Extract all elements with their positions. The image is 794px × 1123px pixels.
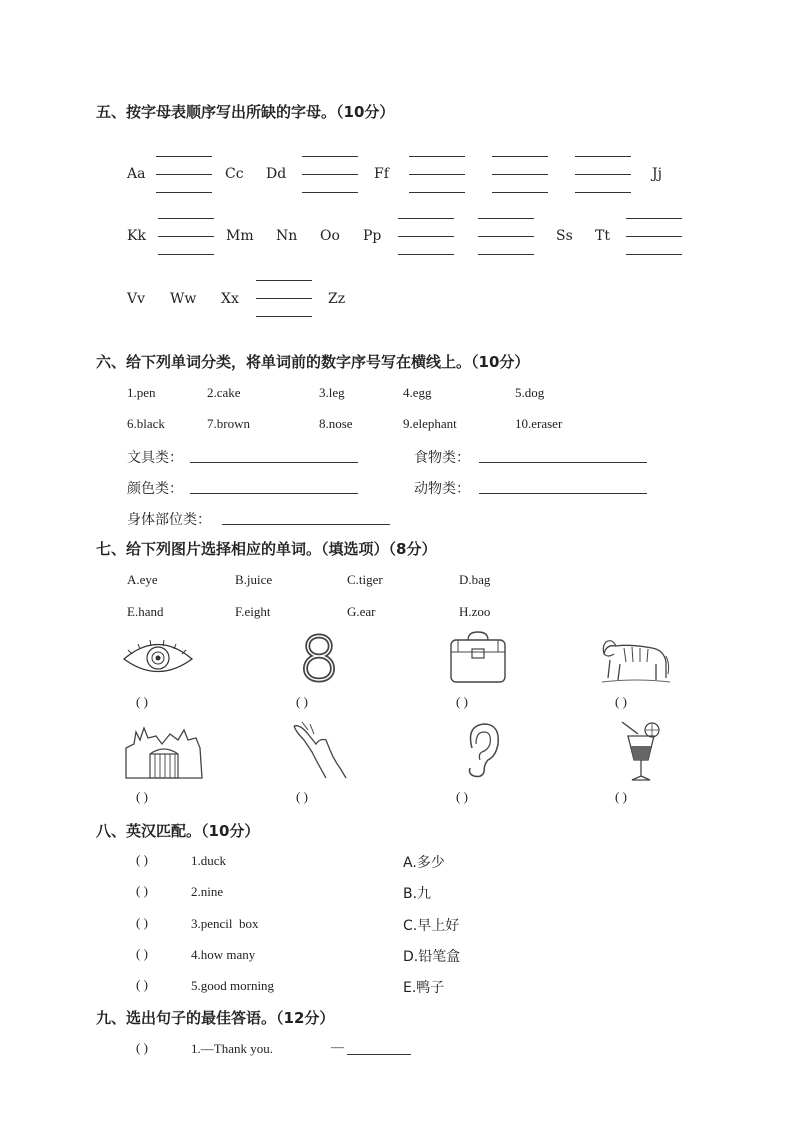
word-pen: 1.pen bbox=[127, 385, 156, 400]
letter-Tt: Tt bbox=[595, 228, 610, 244]
zoo-picture bbox=[122, 724, 206, 780]
section5-title: 五、按字母表顺序写出所缺的字母。（10分） bbox=[96, 103, 395, 121]
match-paren-2[interactable]: ( ) bbox=[136, 883, 148, 898]
letter-Nn: Nn bbox=[276, 228, 298, 244]
section9-title: 九、选出句子的最佳答语。（12分） bbox=[96, 1009, 335, 1027]
option-zoo: H.zoo bbox=[459, 604, 491, 619]
animals-answer-line[interactable] bbox=[479, 493, 647, 494]
word-nose: 8.nose bbox=[319, 416, 353, 431]
option-eye: A.eye bbox=[127, 572, 158, 587]
match-right-D: D.铅笔盒 bbox=[403, 949, 461, 965]
answer-paren-7[interactable]: ( ) bbox=[456, 789, 468, 804]
match-right-E: E.鸭子 bbox=[403, 980, 445, 996]
letter-Oo: Oo bbox=[320, 228, 340, 244]
juice-picture bbox=[620, 718, 662, 784]
option-juice: B.juice bbox=[235, 572, 273, 587]
bag-picture bbox=[448, 630, 508, 686]
answer-paren-8[interactable]: ( ) bbox=[615, 789, 627, 804]
letter-Mm: Mm bbox=[226, 228, 254, 244]
category-body-parts: 身体部位类： bbox=[127, 512, 211, 528]
reply-answer-line-1[interactable] bbox=[347, 1054, 411, 1055]
match-right-B: B.九 bbox=[403, 886, 432, 902]
section6-title: 六、给下列单词分类，将单词前的数字序号写在横线上。（10分） bbox=[96, 353, 530, 371]
option-bag: D.bag bbox=[459, 572, 491, 587]
hand-picture bbox=[290, 720, 350, 782]
word-cake: 2.cake bbox=[207, 385, 241, 400]
word-dog: 5.dog bbox=[515, 385, 545, 400]
match-right-A: A.多少 bbox=[403, 855, 445, 871]
word-egg: 4.egg bbox=[403, 385, 432, 400]
option-hand: E.hand bbox=[127, 604, 164, 619]
eight-picture bbox=[296, 632, 342, 684]
category-stationery: 文具类： bbox=[127, 450, 183, 466]
match-left-4: 4.how many bbox=[191, 947, 256, 962]
letter-Zz: Zz bbox=[328, 291, 346, 307]
letter-Aa: Aa bbox=[127, 166, 146, 182]
option-ear: G.ear bbox=[347, 604, 376, 619]
reply-paren-1[interactable]: ( ) bbox=[136, 1040, 148, 1055]
match-left-1: 1.duck bbox=[191, 853, 227, 868]
match-paren-4[interactable]: ( ) bbox=[136, 946, 148, 961]
stationery-answer-line[interactable] bbox=[190, 462, 358, 463]
letter-Jj: Jj bbox=[652, 166, 662, 182]
letter-Cc: Cc bbox=[225, 166, 244, 182]
word-elephant: 9.elephant bbox=[403, 416, 457, 431]
answer-paren-2[interactable]: ( ) bbox=[296, 694, 308, 709]
reply-dash: — bbox=[331, 1039, 344, 1054]
colors-answer-line[interactable] bbox=[190, 493, 358, 494]
question-1: 1.—Thank you. bbox=[191, 1041, 273, 1056]
category-food: 食物类： bbox=[414, 450, 470, 466]
match-paren-5[interactable]: ( ) bbox=[136, 977, 148, 992]
word-leg: 3.leg bbox=[319, 385, 345, 400]
ear-picture bbox=[462, 722, 502, 780]
option-eight: F.eight bbox=[235, 604, 271, 619]
letter-Vv: Vv bbox=[127, 291, 146, 307]
option-tiger: C.tiger bbox=[347, 572, 383, 587]
answer-paren-4[interactable]: ( ) bbox=[615, 694, 627, 709]
letter-Ss: Ss bbox=[556, 228, 573, 244]
match-left-2: 2.nine bbox=[191, 884, 224, 899]
match-right-C: C.早上好 bbox=[403, 918, 460, 934]
category-animals: 动物类： bbox=[414, 481, 470, 497]
food-answer-line[interactable] bbox=[479, 462, 647, 463]
category-colors: 颜色类： bbox=[127, 481, 183, 497]
letter-Pp: Pp bbox=[363, 228, 382, 244]
answer-paren-1[interactable]: ( ) bbox=[136, 694, 148, 709]
letter-Kk: Kk bbox=[127, 228, 146, 244]
section8-title: 八、英汉匹配。（10分） bbox=[96, 822, 260, 840]
letter-Ff: Ff bbox=[374, 166, 389, 182]
word-eraser: 10.eraser bbox=[515, 416, 563, 431]
match-paren-1[interactable]: ( ) bbox=[136, 852, 148, 867]
match-left-5: 5.good morning bbox=[191, 978, 275, 993]
word-black: 6.black bbox=[127, 416, 165, 431]
body-parts-answer-line[interactable] bbox=[222, 524, 390, 525]
tiger-picture bbox=[600, 634, 672, 686]
letter-Xx: Xx bbox=[221, 291, 239, 307]
word-brown: 7.brown bbox=[207, 416, 250, 431]
answer-paren-5[interactable]: ( ) bbox=[136, 789, 148, 804]
match-left-3: 3.pencil box bbox=[191, 916, 259, 931]
eye-picture bbox=[122, 636, 194, 682]
answer-paren-3[interactable]: ( ) bbox=[456, 694, 468, 709]
section7-title: 七、给下列图片选择相应的单词。（填选项）（8分） bbox=[96, 540, 437, 558]
letter-Ww: Ww bbox=[170, 291, 197, 307]
answer-paren-6[interactable]: ( ) bbox=[296, 789, 308, 804]
match-paren-3[interactable]: ( ) bbox=[136, 915, 148, 930]
letter-Dd: Dd bbox=[266, 166, 287, 182]
